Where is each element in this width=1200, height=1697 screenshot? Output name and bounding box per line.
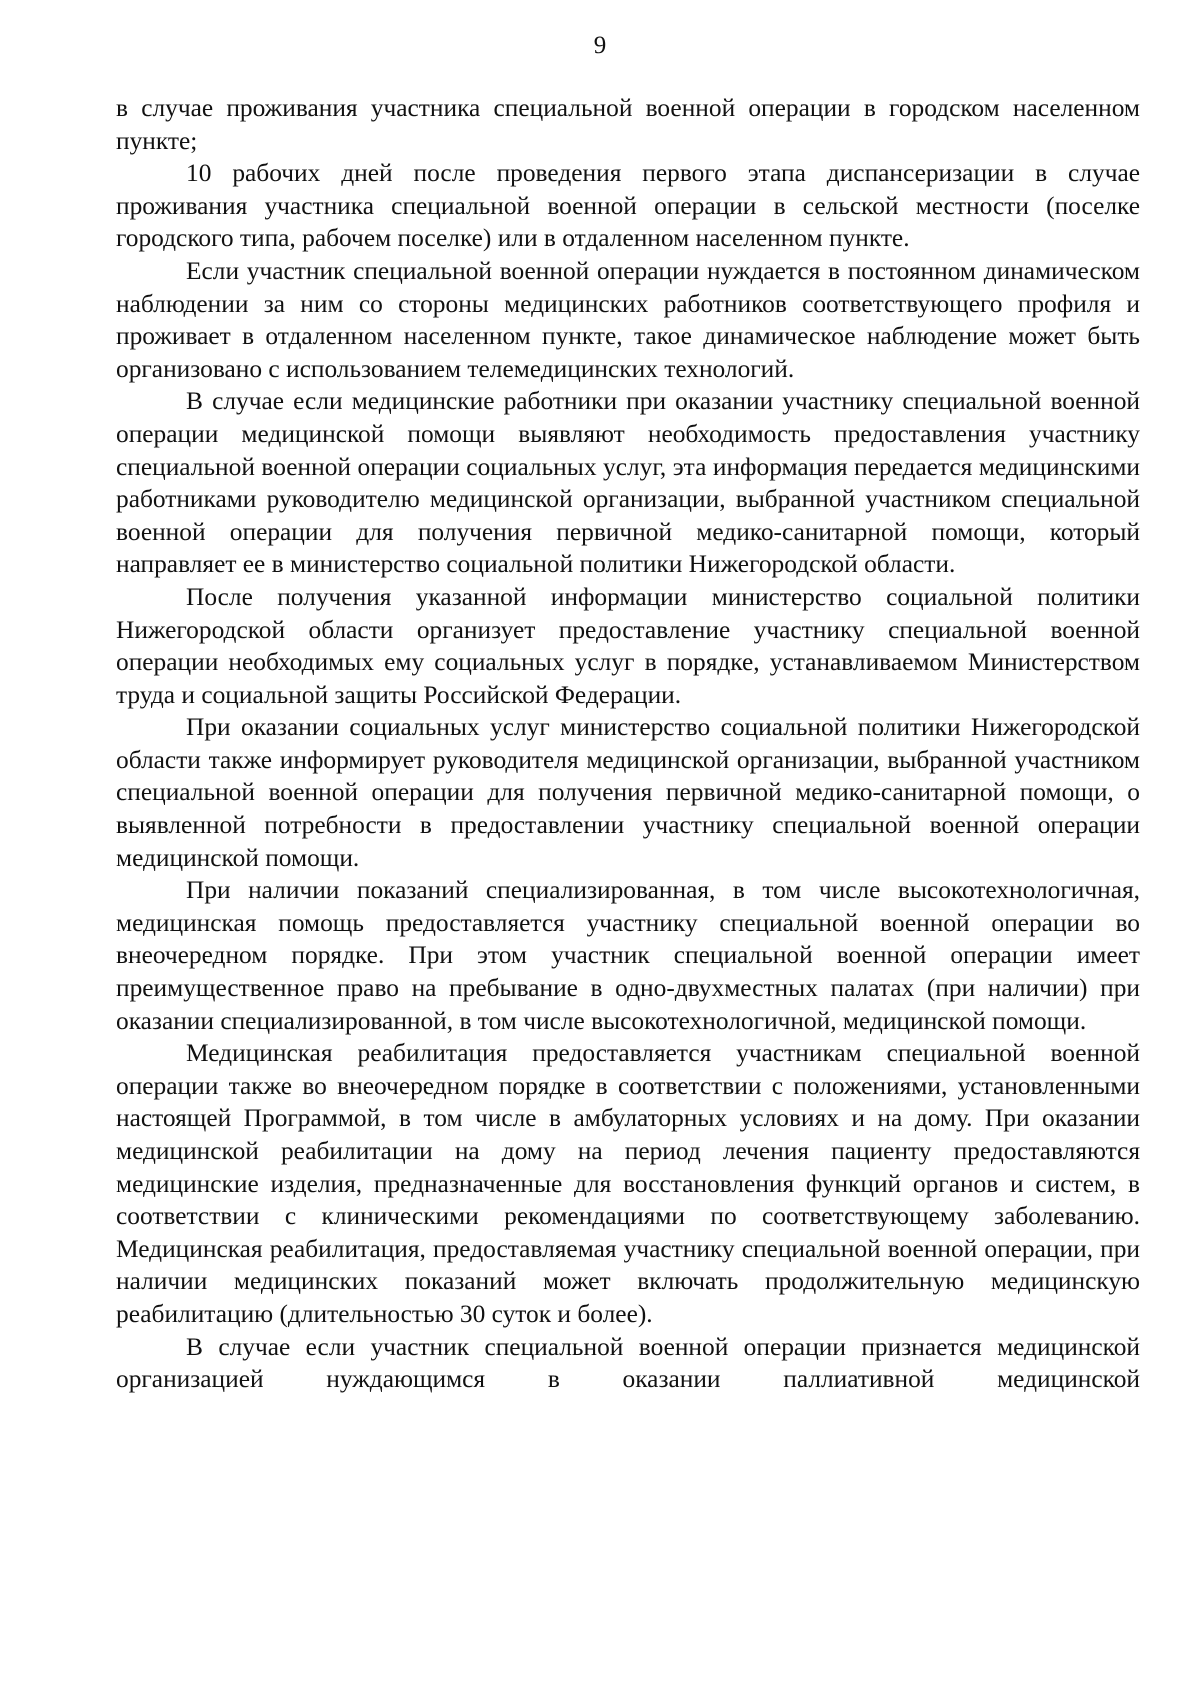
paragraph-social-services-referral: В случае если медицинские работники при оказании участнику специальной военной операции медицинской помощи выявляют необходимость предоставления участнику специальной военной операции социальных услуг, эта информация передается медицинскими работниками руководителю медицинской организации, выбранной участником специальной военной операции для получения первичной медико-санитарной помощи, который направляет ее в министерство социальной политики Нижегородской области.	[116, 387, 1140, 579]
paragraph-rehabilitation: Медицинская реабилитация предоставляется участникам специальной военной операции также во внеочередном порядке в соответствии с положениями, установленными настоящей Программой, в том числе в амбулаторных условиях и на дому. При оказании медицинской реабилитации на дому на период лечения пациенту предоставляются медицинские изделия, предназначенные для восстановления функций органов и систем, в соответствии с клиническими рекомендациями по соответствующему заболеванию. Медицинская реабилитация, предоставляемая участнику специальной военной операции, при наличии медицинских показаний может включать продолжительную медицинскую реабилитацию (длительностью 30 суток и более).	[116, 1039, 1140, 1328]
paragraph-continuation: в случае проживания участника специальной военной операции в городском населенном пункте;	[116, 94, 1140, 155]
document-body	[116, 92, 1140, 1396]
paragraph-telemedicine: Если участник специальной военной операции нуждается в постоянном динамическом наблюдении за ним со стороны медицинских работников соответствующего профиля и проживает в отдаленном населенном пункте, такое динамическое наблюдение может быть организовано с использованием телемедицинских технологий.	[116, 256, 1140, 383]
paragraph-social-services-provision: После получения указанной информации министерство социальной политики Нижегородской области организует предоставление участнику специальной военной операции необходимых ему социальных услуг в порядке, устанавливаемом Министерством труда и социальной защиты Российской Федерации.	[116, 582, 1140, 709]
paragraph-social-services-feedback: При оказании социальных услуг министерство социальной политики Нижегородской области также информирует руководителя медицинской организации, выбранной участником специальной военной операции для получения первичной медико-санитарной помощи, о выявленной потребности в предоставлении участнику специальной военной операции медицинской помощи.	[116, 713, 1140, 872]
paragraph-specialized-care: При наличии показаний специализированная, в том числе высокотехнологичная, медицинская помощь предоставляется участнику специальной военной операции во внеочередном порядке. При этом участник специальной военной операции имеет преимущественное право на пребывание в одно-двухместных палатах (при наличии) при оказании специализированной, в том числе высокотехнологичной, медицинской помощи.	[116, 876, 1140, 1035]
page-number: 9	[593, 32, 607, 59]
paragraph-palliative-care: В случае если участник специальной военной операции признается медицинской организацией нуждающимся в оказании паллиативной медицинской	[116, 1332, 1140, 1394]
paragraph-rural-deadline: 10 рабочих дней после проведения первого этапа диспансеризации в случае проживания участника специальной военной операции в сельской местности (поселке городского типа, рабочем поселке) или в отдаленном населенном пункте.	[116, 159, 1140, 253]
